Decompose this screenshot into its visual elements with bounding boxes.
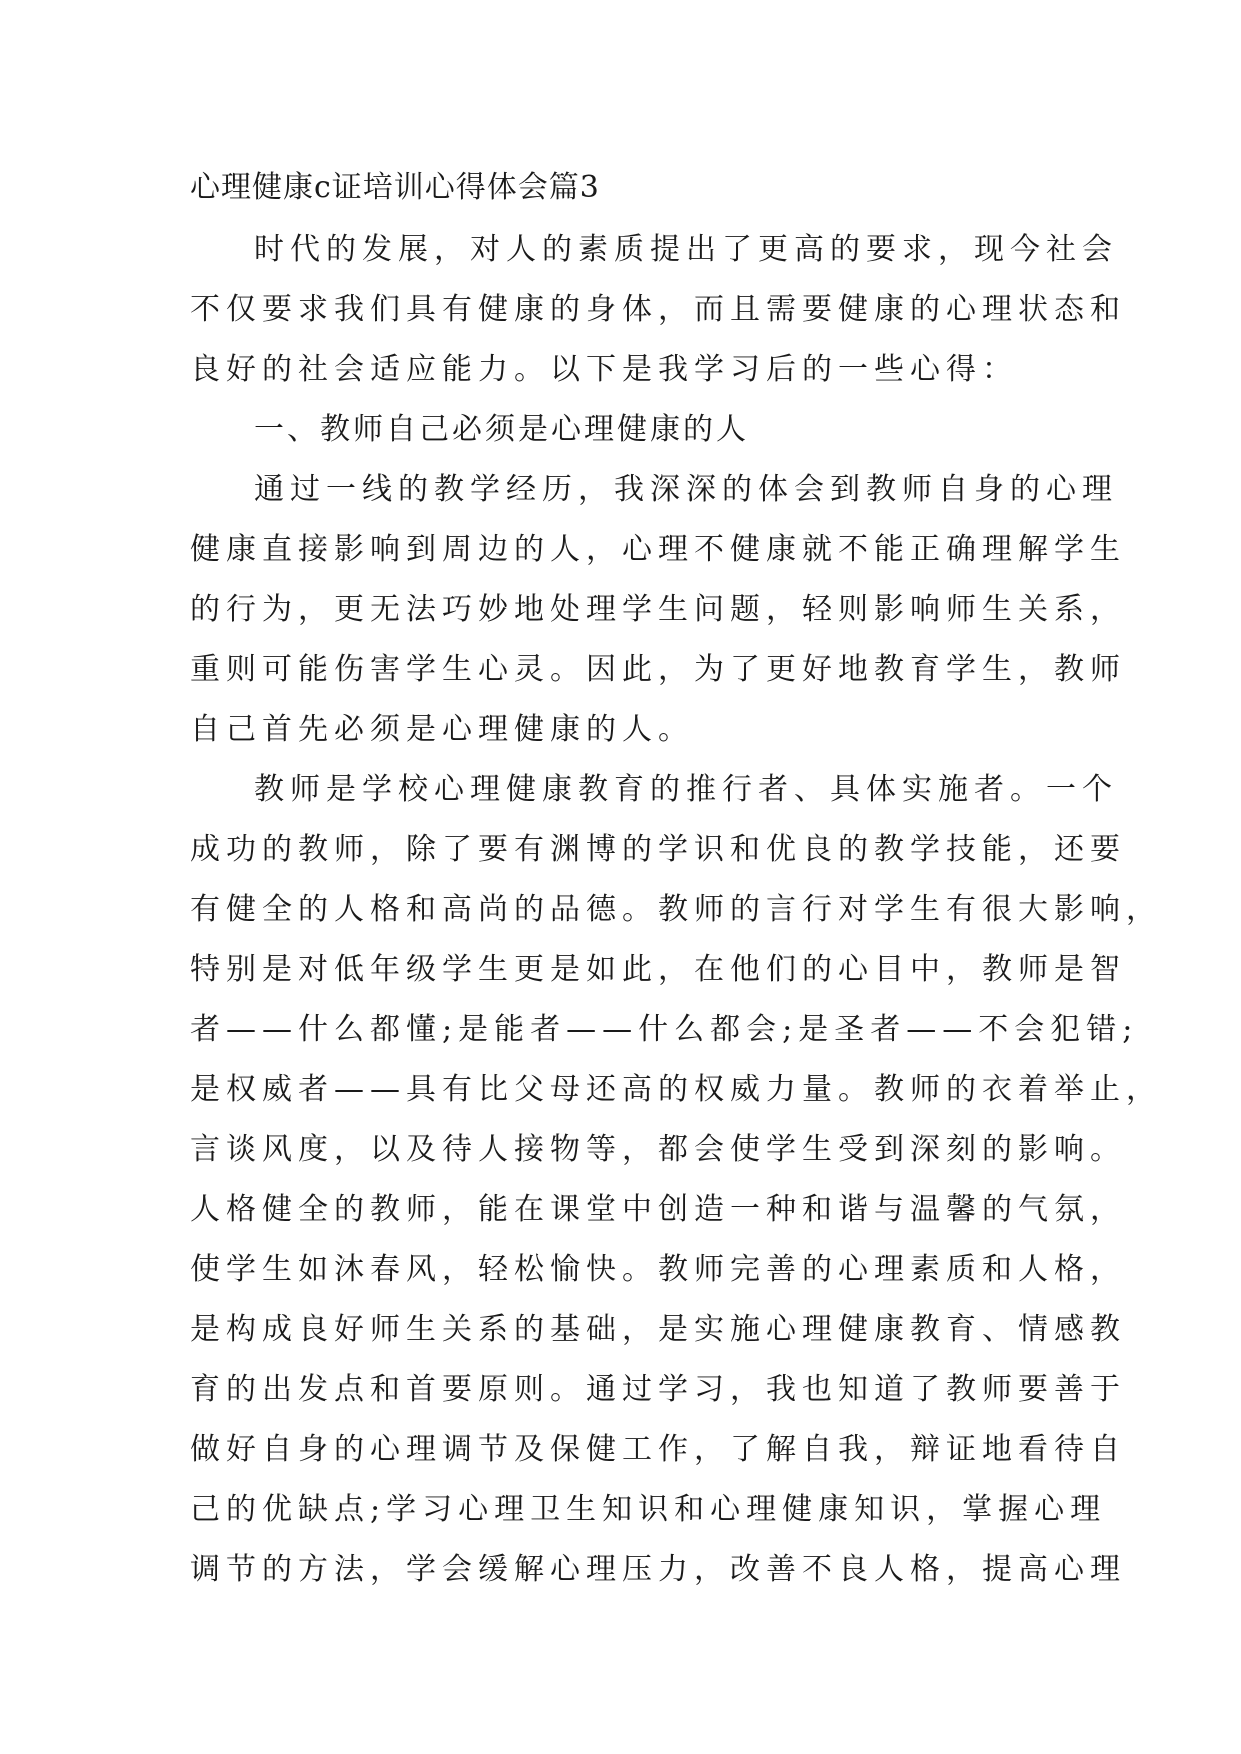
paragraph-line: 调节的方法，学会缓解心理压力，改善不良人格，提高心理: [190, 1552, 1126, 1587]
paragraph-line: 教师是学校心理健康教育的推行者、具体实施者。一个: [254, 772, 1118, 807]
paragraph-line: 良好的社会适应能力。以下是我学习后的一些心得：: [190, 352, 1018, 387]
paragraph-line: 的行为，更无法巧妙地处理学生问题，轻则影响师生关系，: [190, 592, 1126, 627]
paragraph-line: 有健全的人格和高尚的品德。教师的言行对学生有很大影响，: [190, 892, 1162, 927]
paragraph-line: 成功的教师，除了要有渊博的学识和优良的教学技能，还要: [190, 832, 1126, 867]
document-title: 心理健康c证培训心得体会篇3: [190, 170, 600, 205]
paragraph-line: 己的优缺点;学习心理卫生知识和心理健康知识，掌握心理: [190, 1492, 1107, 1527]
paragraph-line: 做好自身的心理调节及保健工作，了解自我，辩证地看待自: [190, 1432, 1126, 1467]
paragraph-line: 人格健全的教师，能在课堂中创造一种和谐与温馨的气氛，: [190, 1192, 1126, 1227]
paragraph-line: 自己首先必须是心理健康的人。: [190, 712, 694, 747]
paragraph-line: 是权威者——具有比父母还高的权威力量。教师的衣着举止，: [190, 1072, 1162, 1107]
paragraph-line: 使学生如沐春风，轻松愉快。教师完善的心理素质和人格，: [190, 1252, 1126, 1287]
document-body: [190, 220, 1162, 1600]
paragraph-line: 者——什么都懂;是能者——什么都会;是圣者——不会犯错;: [190, 1012, 1139, 1047]
section-heading: 一、教师自己必须是心理健康的人: [254, 412, 749, 447]
paragraph-line: 是构成良好师生关系的基础，是实施心理健康教育、情感教: [190, 1312, 1126, 1347]
paragraph-line: 重则可能伤害学生心灵。因此，为了更好地教育学生，教师: [190, 652, 1126, 687]
paragraph-line: 时代的发展，对人的素质提出了更高的要求，现今社会: [254, 232, 1118, 267]
paragraph-line: 健康直接影响到周边的人，心理不健康就不能正确理解学生: [190, 532, 1126, 567]
paragraph-line: 育的出发点和首要原则。通过学习，我也知道了教师要善于: [190, 1372, 1126, 1407]
paragraph-line: 通过一线的教学经历，我深深的体会到教师自身的心理: [254, 472, 1118, 507]
paragraph-line: 不仅要求我们具有健康的身体，而且需要健康的心理状态和: [190, 292, 1126, 327]
paragraph-line: 言谈风度，以及待人接物等，都会使学生受到深刻的影响。: [190, 1132, 1126, 1167]
paragraph-line: 特别是对低年级学生更是如此，在他们的心目中，教师是智: [190, 952, 1126, 987]
